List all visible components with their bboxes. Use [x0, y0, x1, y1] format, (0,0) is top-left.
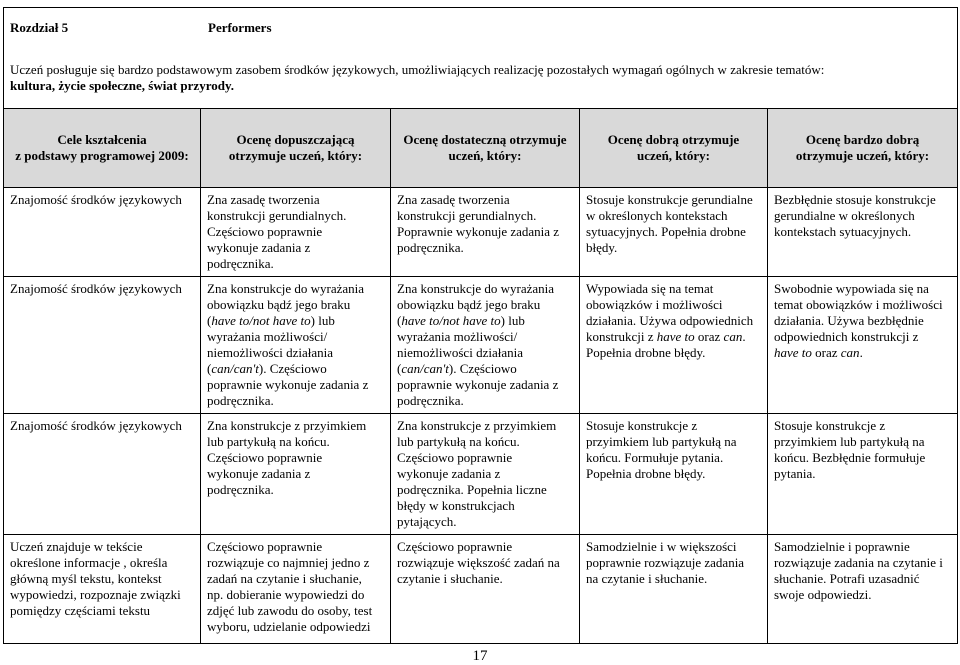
cell-text-line: wykonuje zadania z: [207, 466, 311, 481]
cell-text-line: obowiązku bądź jego braku: [397, 297, 541, 312]
cell-text-line: Częściowo poprawnie: [207, 539, 323, 554]
cell-text-line: Stosuje konstrukcje gerundialne: [586, 192, 753, 207]
cell-text-line: rozwiązuje większość zadań na: [397, 555, 560, 570]
cell-text-line: Zna konstrukcje do wyrażania: [397, 281, 555, 296]
cell-text-line: kontekstach sytuacyjnych.: [774, 224, 912, 239]
cell-text-line: poprawnie wykonuje zadania z: [207, 377, 369, 392]
intro-text: Uczeń posługuje się bardzo podstawowym zasobem środków językowych, umożliwiających realizację pozostałych wymagań ogólnych w zakresie tematów:: [10, 62, 825, 77]
cell-text-line: Częściowo poprawnie: [207, 450, 323, 465]
chapter-header: [4, 8, 958, 109]
table-cell: [768, 535, 958, 644]
cell-text-line: rozwiązuje co najmniej jedno z: [207, 555, 370, 570]
cell-text-line: Uczeń znajduje w tekście: [10, 539, 143, 554]
cell-text-line: główną myśl tekstu, kontekst: [10, 571, 162, 586]
table-cell: [391, 188, 580, 277]
table-row: [4, 535, 958, 644]
cell-text-line: obowiązków i możliwości: [586, 297, 723, 312]
table-row: [4, 414, 958, 535]
cell-text-line: Stosuje konstrukcje z: [774, 418, 886, 433]
cell-text-line: wykonuje zadania z: [207, 240, 311, 255]
cell-text-line: wyrażania możliwości/: [207, 329, 328, 344]
cell-text-line: przyimkiem lub partykułą na: [774, 434, 925, 449]
cell-text-line: podręcznika.: [397, 393, 464, 408]
cell-text-line: wyboru, udzielanie odpowiedzi: [207, 619, 371, 634]
cell-text-line: temat obowiązków i możliwości: [774, 297, 943, 312]
book-title: Performers: [208, 20, 272, 35]
col-header-grade-5: Ocenę bardzo dobrą otrzymuje uczeń, który:: [768, 109, 958, 188]
table-row: [4, 277, 958, 414]
table-cell: [201, 414, 391, 535]
cell-text-line: podręcznika.: [207, 393, 274, 408]
cell-text-line: Znajomość środków językowych: [10, 281, 182, 296]
cell-text-line: przyimkiem lub partykułą na: [586, 434, 737, 449]
cell-text-line: (have to/not have to) lub: [207, 313, 335, 328]
cell-text-line: zdjęć lub zawodu do osoby, test: [207, 603, 373, 618]
cell-text-line: rozwiązuje zadania na czytanie i: [774, 555, 943, 570]
col-header-grade-4: Ocenę dobrą otrzymuje uczeń, który:: [580, 109, 768, 188]
cell-text-line: błędy w konstrukcjach: [397, 498, 515, 513]
cell-text-line: Poprawnie wykonuje zadania z: [397, 224, 560, 239]
cell-text-line: np. dobieranie wypowiedzi do: [207, 587, 365, 602]
cell-text-line: w określonych kontekstach: [586, 208, 728, 223]
cell-text-line: końcu. Bezbłędnie formułuje: [774, 450, 926, 465]
table-cell: [4, 188, 201, 277]
cell-text-line: obowiązku bądź jego braku: [207, 297, 351, 312]
chapter-label: Rozdział 5: [10, 20, 69, 35]
cell-text-line: pytania.: [774, 466, 816, 481]
cell-text-line: sytuacyjnych. Popełnia drobne: [586, 224, 746, 239]
table-cell: [580, 535, 768, 644]
table-cell: [768, 277, 958, 414]
requirements-table: [3, 7, 958, 644]
cell-text-line: Wypowiada się na temat: [586, 281, 714, 296]
cell-text-line: Znajomość środków językowych: [10, 192, 182, 207]
cell-text-line: podręcznika. Popełnia liczne: [397, 482, 547, 497]
cell-text-line: podręcznika.: [207, 482, 274, 497]
cell-text-line: konstrukcji gerundialnych.: [207, 208, 347, 223]
cell-text-line: konstrukcji z have to oraz can.: [586, 329, 746, 344]
cell-text-line: Częściowo poprawnie: [397, 539, 513, 554]
cell-text-line: Samodzielnie i w większości: [586, 539, 737, 554]
table-cell: [580, 277, 768, 414]
cell-text-line: słuchanie. Potrafi uzasadnić: [774, 571, 920, 586]
table-cell: [580, 188, 768, 277]
cell-text-line: Zna konstrukcje z przyimkiem: [397, 418, 557, 433]
cell-text-line: wypowiedzi, rozpoznaje związki: [10, 587, 181, 602]
cell-text-line: lub partykułą na końcu.: [397, 434, 520, 449]
scope-text: kultura, życie społeczne, świat przyrody.: [10, 78, 234, 93]
cell-text-line: działania. Używa odpowiednich: [586, 313, 754, 328]
cell-text-line: have to oraz can.: [774, 345, 863, 360]
cell-text-line: gerundialne w określonych: [774, 208, 915, 223]
table-cell: [4, 414, 201, 535]
cell-text-line: swoje odpowiedzi.: [774, 587, 872, 602]
cell-text-line: lub partykułą na końcu.: [207, 434, 330, 449]
table-cell: [768, 414, 958, 535]
table-row: [4, 188, 958, 277]
table-cell: [201, 277, 391, 414]
table-cell: [201, 535, 391, 644]
cell-text-line: Zna konstrukcje do wyrażania: [207, 281, 365, 296]
cell-text-line: (have to/not have to) lub: [397, 313, 525, 328]
cell-text-line: Znajomość środków językowych: [10, 418, 182, 433]
cell-text-line: czytanie i słuchanie.: [397, 571, 503, 586]
table-cell: [4, 535, 201, 644]
cell-text-line: niemożliwości działania: [397, 345, 523, 360]
cell-text-line: Zna zasadę tworzenia: [397, 192, 510, 207]
table-cell: [201, 188, 391, 277]
col-header-grade-3: Ocenę dostateczną otrzymuje uczeń, który:: [391, 109, 580, 188]
table-cell: [391, 414, 580, 535]
table-cell: [391, 535, 580, 644]
cell-text-line: Swobodnie wypowiada się na: [774, 281, 929, 296]
cell-text-line: odpowiednich konstrukcji z: [774, 329, 919, 344]
cell-text-line: pytających.: [397, 514, 457, 529]
col-header-grade-2: Ocenę dopuszczającą otrzymuje uczeń, który:: [201, 109, 391, 188]
cell-text-line: podręcznika.: [397, 240, 464, 255]
cell-text-line: Częściowo poprawnie: [397, 450, 513, 465]
cell-text-line: Samodzielnie i poprawnie: [774, 539, 910, 554]
cell-text-line: Stosuje konstrukcje z: [586, 418, 698, 433]
cell-text-line: Zna konstrukcje z przyimkiem: [207, 418, 367, 433]
header-row: [4, 8, 958, 109]
cell-text-line: błędy.: [586, 240, 618, 255]
column-header-row: [4, 109, 958, 188]
page-number: 17: [472, 648, 488, 664]
table-cell: [580, 414, 768, 535]
cell-text-line: końcu. Formułuje pytania.: [586, 450, 724, 465]
cell-text-line: wykonuje zadania z: [397, 466, 501, 481]
cell-text-line: Popełnia drobne błędy.: [586, 466, 706, 481]
cell-text-line: podręcznika.: [207, 256, 274, 271]
cell-text-line: wyrażania możliwości/: [397, 329, 518, 344]
cell-text-line: poprawnie rozwiązuje zadania: [586, 555, 745, 570]
cell-text-line: działania. Używa bezbłędnie: [774, 313, 924, 328]
cell-text-line: określone informacje , określa: [10, 555, 168, 570]
cell-text-line: na czytanie i słuchanie.: [586, 571, 708, 586]
cell-text-line: poprawnie wykonuje zadania z: [397, 377, 559, 392]
cell-text-line: pomiędzy częściami tekstu: [10, 603, 151, 618]
cell-text-line: (can/can't). Częściowo: [397, 361, 517, 376]
table-cell: [391, 277, 580, 414]
cell-text-line: niemożliwości działania: [207, 345, 333, 360]
cell-text-line: Zna zasadę tworzenia: [207, 192, 320, 207]
table-cell: [4, 277, 201, 414]
cell-text-line: zadań na czytanie i słuchanie,: [207, 571, 362, 586]
col-header-goals: Cele kształcenia z podstawy programowej 2009:: [4, 109, 201, 188]
cell-text-line: Popełnia drobne błędy.: [586, 345, 706, 360]
table-cell: [768, 188, 958, 277]
cell-text-line: Częściowo poprawnie: [207, 224, 323, 239]
cell-text-line: Bezbłędnie stosuje konstrukcje: [774, 192, 936, 207]
cell-text-line: konstrukcji gerundialnych.: [397, 208, 537, 223]
cell-text-line: (can/can't). Częściowo: [207, 361, 327, 376]
